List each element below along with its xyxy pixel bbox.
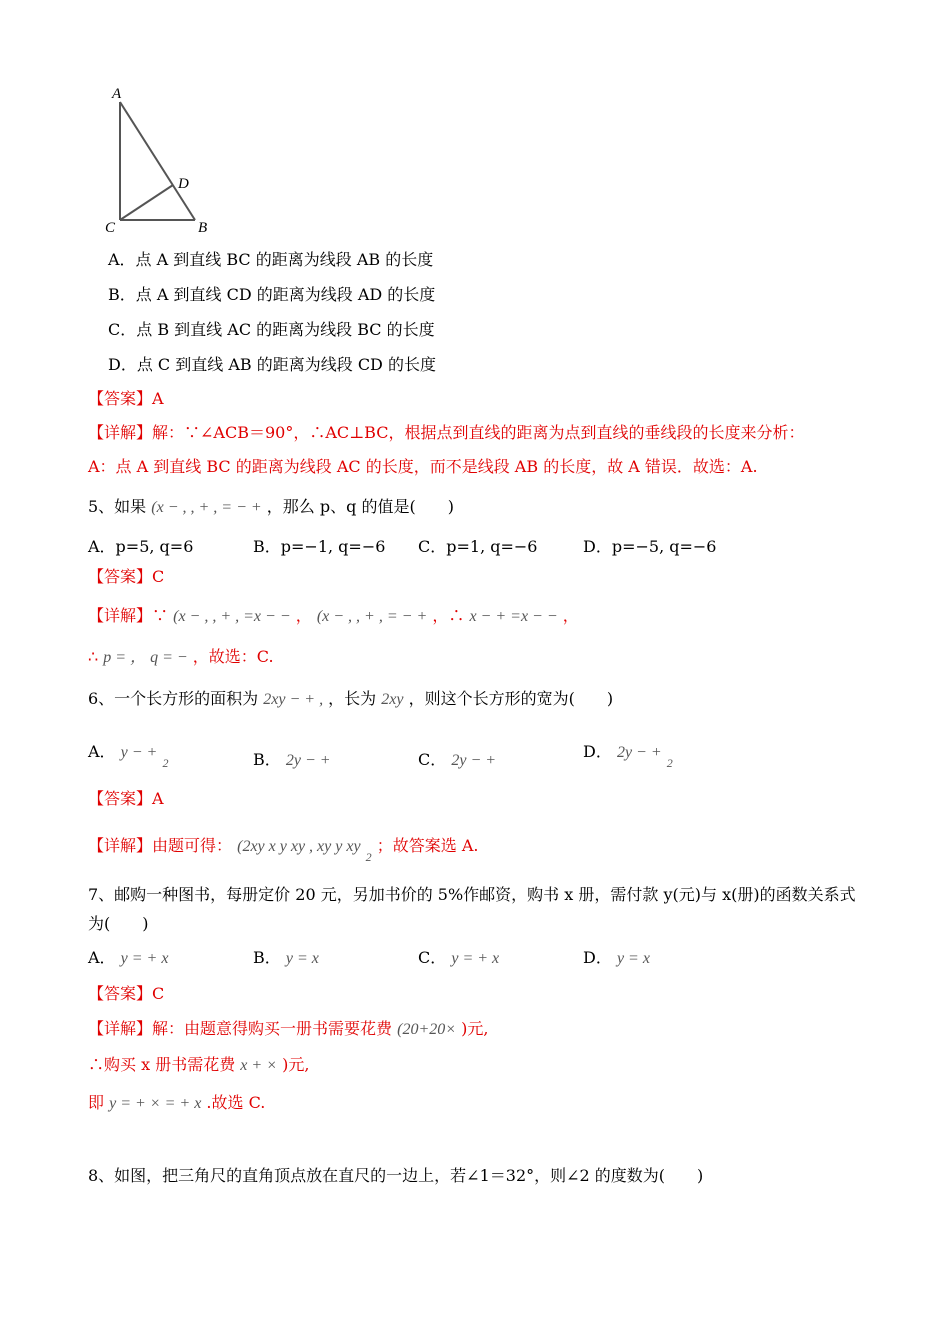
q4-detail-line2: A：点 A 到直线 BC 的距离为线段 AC 的长度，而不是线段 AB 的长度，故 A 错误．故选：A. xyxy=(88,457,758,476)
q7-option-c xyxy=(418,948,499,969)
q8-stem: 8、如图，把三角尺的直角顶点放在直尺的一边上，若∠1＝32°，则∠2 的度数为( ) xyxy=(88,1166,704,1185)
q5-stem xyxy=(88,497,454,518)
q4-answer: 【答案】A xyxy=(88,389,164,408)
q5-detail-line1 xyxy=(88,606,579,627)
q5-line2-suffix: ，故选：C. xyxy=(192,647,274,666)
q7-option-c-math: y = + x xyxy=(451,950,500,967)
q6-option-c xyxy=(418,750,496,771)
q6-option-b-math: 2y − + xyxy=(285,752,331,769)
q7-option-c-label: C． xyxy=(418,948,447,967)
q4-option-a: A．点 A 到直线 BC 的距离为线段 AB 的长度 xyxy=(108,250,434,269)
q5-math: (x − , , + , = − + xyxy=(151,499,262,516)
q7-option-b-math: y = x xyxy=(285,950,319,967)
q7-detail-line3 xyxy=(88,1093,265,1114)
q6-mid: ，长为 xyxy=(328,689,377,708)
q6-option-c-label: C． xyxy=(418,750,447,769)
q7-detail-prefix: 【详解】解：由题意得购买一册书需要花费 xyxy=(88,1019,393,1038)
q4-option-c: C．点 B 到直线 AC 的距离为线段 BC 的长度 xyxy=(108,320,435,339)
q7-option-d-label: D． xyxy=(583,948,612,967)
q7-line2-prefix: ∴购买 x 册书需花费 xyxy=(88,1055,236,1074)
q4-option-d: D．点 C 到直线 AB 的距离为线段 CD 的长度 xyxy=(108,355,436,374)
q6-option-b xyxy=(253,750,331,771)
q5-option-d: D．p=−5, q=−6 xyxy=(583,537,717,556)
q7-option-a-label: A． xyxy=(88,948,116,967)
q7-option-b-label: B． xyxy=(253,948,281,967)
q7-option-a-math: y = + x xyxy=(120,950,169,967)
q7-line3-suffix: .故选 C. xyxy=(206,1093,266,1112)
q6-stem xyxy=(88,689,613,710)
q4-detail-line1: 【详解】解：∵∠ACB＝90°，∴AC⊥BC，根据点到直线的距离为点到直线的垂线段的长度来分析： xyxy=(88,423,805,442)
q6-option-a xyxy=(88,742,169,770)
q6-detail-frac: 2 xyxy=(365,850,372,864)
q5-detail-prefix: 【详解】∵ xyxy=(88,606,169,625)
q6-option-a-label: A． xyxy=(88,742,116,761)
segment-CD xyxy=(120,185,173,220)
q5-detail-math3: x − + =x − − xyxy=(469,608,558,625)
q5-line2-math: p = ， q = − xyxy=(103,649,188,666)
q6-prefix: 6、一个长方形的面积为 xyxy=(88,689,259,708)
q7-option-d-math: y = x xyxy=(616,950,650,967)
q6-option-c-math: 2y − + xyxy=(451,752,497,769)
q7-detail-line2 xyxy=(88,1055,309,1076)
q7-stem-line1: 7、邮购一种图书，每册定价 20 元，另加书价的 5%作邮资，购书 x 册，需付款 y(元)与 x(册)的函数关系式 xyxy=(88,885,856,904)
q6-answer: 【答案】A xyxy=(88,789,164,808)
q5-suffix: ，那么 p、q 的值是( ) xyxy=(266,497,454,516)
q6-suffix: ，则这个长方形的宽为( ) xyxy=(408,689,614,708)
q5-detail-end: ， xyxy=(562,606,579,625)
q7-line3-math: y = + × = + x xyxy=(109,1095,202,1112)
q5-detail-math2: (x − , , + , = − + xyxy=(316,608,428,625)
q6-option-d-frac: 2 xyxy=(666,756,673,770)
q5-option-c: C．p=1, q=−6 xyxy=(418,537,538,556)
q7-line3-prefix: 即 xyxy=(88,1093,105,1112)
q5-detail-mid2: ，∴ xyxy=(432,606,465,625)
q7-detail-math: (20+20× xyxy=(397,1021,457,1038)
q6-detail-math: (2xy x y xy , xy y xy xyxy=(237,838,361,855)
q7-option-b xyxy=(253,948,319,969)
q7-line2-math: x + × xyxy=(240,1057,277,1074)
label-D: D xyxy=(178,176,189,192)
q6-option-d-label: D． xyxy=(583,742,612,761)
q6-math2: 2xy xyxy=(381,691,404,708)
q5-option-b: B．p=−1, q=−6 xyxy=(253,537,386,556)
q7-detail-suffix: )元, xyxy=(461,1019,489,1038)
q7-option-a xyxy=(88,948,168,969)
q6-detail-suffix: ；故答案选 A. xyxy=(376,836,479,855)
q7-line2-suffix: )元, xyxy=(282,1055,310,1074)
q6-detail xyxy=(88,836,479,864)
q6-detail-prefix: 【详解】由题可得： xyxy=(88,836,233,855)
q4-option-b: B．点 A 到直线 CD 的距离为线段 AD 的长度 xyxy=(108,285,436,304)
q6-option-a-math: y − + xyxy=(120,744,158,761)
q6-math1: 2xy − + , xyxy=(263,691,324,708)
q5-answer: 【答案】C xyxy=(88,567,165,586)
q6-option-b-label: B． xyxy=(253,750,281,769)
q5-line2-prefix: ∴ xyxy=(88,647,99,666)
label-B: B xyxy=(198,220,208,236)
q5-prefix: 5、如果 xyxy=(88,497,147,516)
segment-AB xyxy=(120,102,195,220)
triangle-figure xyxy=(100,80,230,240)
q7-detail-line1 xyxy=(88,1019,488,1040)
q7-stem-line2: 为( ) xyxy=(88,914,149,933)
label-A: A xyxy=(112,86,122,102)
q6-option-d-math: 2y − + xyxy=(616,744,662,761)
q5-detail-line2 xyxy=(88,647,274,668)
q6-option-a-frac: 2 xyxy=(162,756,169,770)
q7-option-d xyxy=(583,948,650,969)
q5-option-a: A．p=5, q=6 xyxy=(88,537,194,556)
q5-detail-mid: ， xyxy=(295,606,312,625)
q5-detail-math1: (x − , , + , =x − − xyxy=(173,608,291,625)
label-C: C xyxy=(105,220,116,236)
q7-answer: 【答案】C xyxy=(88,984,165,1003)
q6-option-d xyxy=(583,742,673,770)
